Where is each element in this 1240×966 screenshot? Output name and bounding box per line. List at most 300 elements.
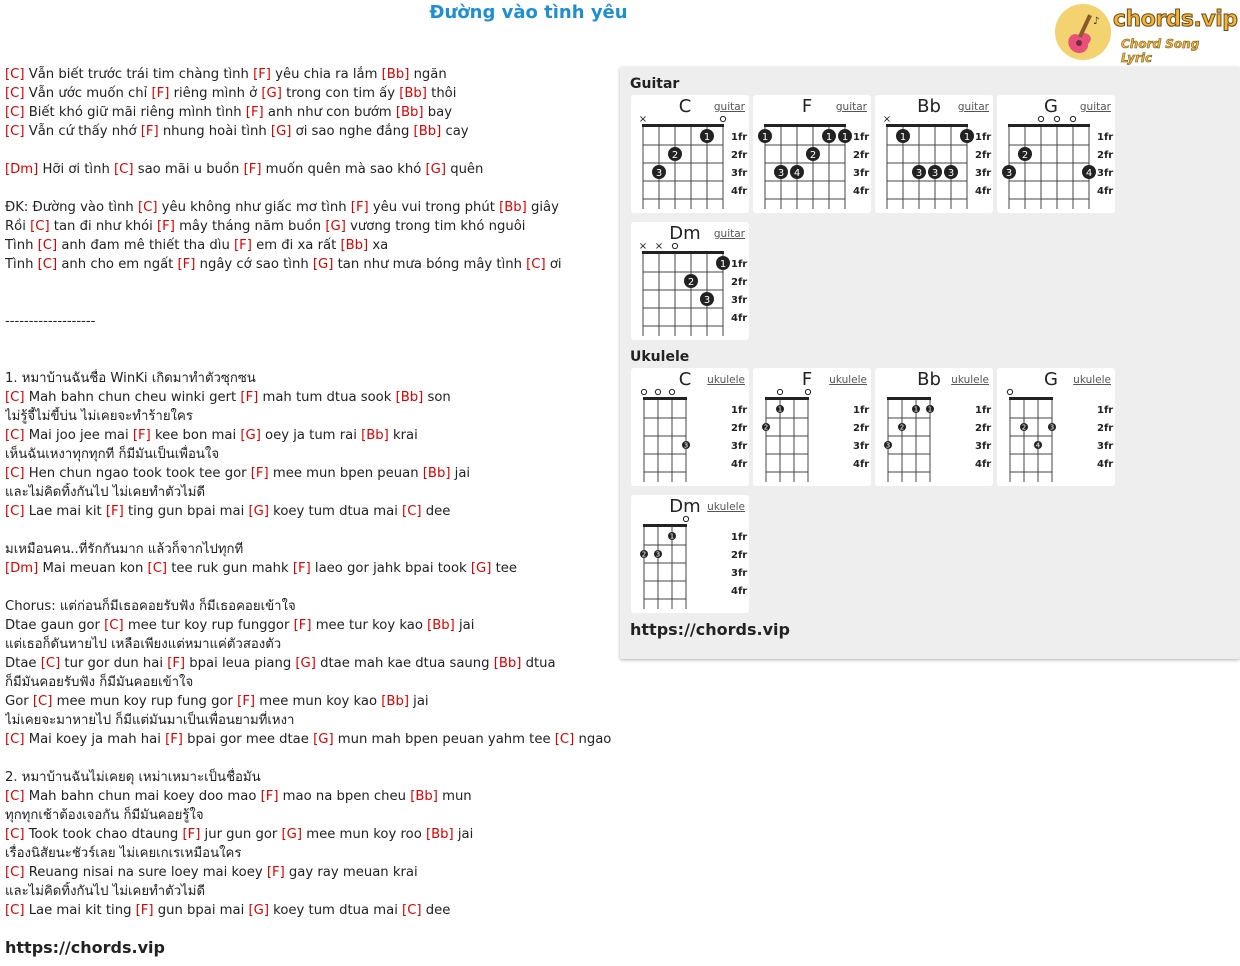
guitar-chord-card[interactable]	[631, 222, 749, 340]
lyric-line	[5, 844, 617, 863]
nut-bar	[1008, 124, 1090, 127]
instrument-link[interactable]: guitar	[957, 101, 989, 113]
lyric-line	[5, 65, 617, 84]
lyrics-body	[5, 65, 617, 920]
finger-number: 3	[683, 441, 689, 450]
lyric-text: mao na bpen cheu	[278, 789, 411, 804]
lyric-text: dee	[421, 903, 451, 918]
finger-number: 3	[931, 168, 939, 179]
chord-tag[interactable]: [C]	[526, 257, 546, 272]
chord-tag[interactable]: [C]	[5, 86, 25, 101]
chord-tag[interactable]: [Bb]	[395, 390, 424, 405]
lyric-text: Rồi	[5, 219, 31, 234]
fret-label: 4fr	[975, 459, 992, 470]
chord-tag[interactable]: [G]	[312, 257, 334, 272]
chord-tag[interactable]: [C]	[5, 732, 25, 747]
fret-label: 2fr	[1097, 150, 1114, 161]
lyric-text: มเหมือนคน..ที่รักกันมาก แล้วก็จากไปทุกที	[5, 542, 244, 557]
chord-tag[interactable]: [G]	[281, 827, 303, 842]
lyric-line	[5, 749, 617, 768]
lyric-text: dee	[421, 504, 451, 519]
chord-tag[interactable]: [F]	[167, 656, 186, 671]
fret-label: 3fr	[853, 168, 870, 179]
footer-url[interactable]: https://chords.vip	[5, 938, 165, 957]
nut-bar	[765, 397, 809, 400]
lyric-text: laeo gor jahk bpai took	[310, 561, 471, 576]
chord-tag[interactable]: [Bb]	[410, 789, 438, 804]
chord-tag[interactable]: [C]	[137, 200, 158, 215]
fret-label: 4fr	[853, 186, 870, 197]
lyric-line	[5, 825, 617, 844]
instrument-link[interactable]: guitar	[713, 228, 745, 240]
lyric-text: Gor	[5, 694, 33, 709]
lyric-text: quên	[446, 162, 484, 177]
chord-tag[interactable]: [Bb]	[413, 124, 442, 139]
lyric-text: gay ray meuan krai	[284, 865, 418, 880]
lyric-text: yêu vui trong phút	[368, 200, 500, 215]
fret-label: 3fr	[853, 441, 870, 452]
lyric-text: Mai koey ja mah hai	[24, 732, 166, 747]
instrument-link[interactable]: ukulele	[707, 501, 745, 513]
fret-label: 2fr	[731, 423, 748, 434]
muted-string-mark: ×	[638, 241, 648, 252]
fret-label: 1fr	[1097, 405, 1114, 416]
fret-label: 3fr	[1097, 168, 1114, 179]
lyric-text: dtae mah kae dtua saung	[315, 656, 494, 671]
lyric-text: Vẫn cứ thấy nhớ	[24, 124, 141, 139]
chord-tag[interactable]: [C]	[402, 504, 422, 519]
instrument-link[interactable]: guitar	[1079, 101, 1111, 113]
chord-tag[interactable]: [G]	[270, 124, 292, 139]
instrument-link[interactable]: ukulele	[951, 374, 989, 386]
chord-tag[interactable]: [C]	[104, 618, 124, 633]
fret-label: 2fr	[1097, 423, 1114, 434]
lyric-text: anh đam mê thiết tha dìu	[57, 238, 235, 253]
lyric-text: mee mun koy roo	[302, 827, 426, 842]
chord-tag[interactable]: [G]	[470, 561, 492, 576]
chord-tag[interactable]: [F]	[177, 257, 196, 272]
lyric-text: ก็มีมันคอยรับฟัง ก็มีมันคอยเข้าใจ	[5, 675, 194, 690]
chord-tag[interactable]: [C]	[5, 789, 25, 804]
chord-tag[interactable]: [C]	[32, 694, 53, 709]
fret-label: 2fr	[853, 150, 870, 161]
fret-label: 2fr	[731, 277, 748, 288]
lyric-text: ting gun bpai mai	[123, 504, 249, 519]
chord-name: Dm	[669, 496, 701, 517]
lyric-line	[5, 445, 617, 464]
nut-bar	[887, 397, 931, 400]
chord-tag[interactable]: [C]	[5, 504, 25, 519]
open-string-mark	[641, 389, 646, 394]
finger-number: 1	[825, 132, 833, 143]
chord-tag[interactable]: [C]	[5, 390, 25, 405]
chord-tag[interactable]: [C]	[114, 162, 134, 177]
muted-string-mark: ×	[654, 241, 664, 252]
lyric-line	[5, 616, 617, 635]
lyric-line	[5, 122, 617, 141]
nut-bar	[642, 124, 724, 127]
lyric-line	[5, 464, 617, 483]
chord-tag[interactable]: [F]	[266, 865, 285, 880]
open-string-mark	[1070, 116, 1075, 121]
lyric-text: mee tur koy kao	[311, 618, 428, 633]
chord-tag[interactable]: [Bb]	[422, 466, 451, 481]
ukulele-chord-card[interactable]	[875, 368, 993, 486]
finger-number: 1	[669, 532, 675, 541]
lyric-line	[5, 787, 617, 806]
instrument-link[interactable]: ukulele	[829, 374, 867, 386]
chord-tag[interactable]: [F]	[165, 732, 183, 747]
chord-tag[interactable]: [F]	[250, 466, 269, 481]
lyric-line	[5, 901, 617, 920]
lyric-text: Lae mai kit ting	[24, 903, 136, 918]
fret-label: 2fr	[975, 423, 992, 434]
lyric-line	[5, 730, 617, 749]
lyric-text: เรื่องนิสัยนะชัวร์เลย ไม่เคยเกเรเหมือนใคร	[5, 846, 242, 861]
lyric-line	[5, 103, 617, 122]
lyric-text: Chorus: แต่ก่อนก็มีเธอคอยรับฟัง ก็มีเธอคอยเข้าใจ	[5, 599, 296, 614]
lyric-text: Tình	[5, 257, 38, 272]
finger-number: 1	[963, 132, 971, 143]
nut-bar	[1009, 397, 1053, 400]
lyric-text: tan đi như khói	[49, 219, 157, 234]
lyric-line	[5, 312, 617, 331]
lyric-text: xa	[368, 238, 389, 253]
lyric-line	[5, 426, 617, 445]
finger-number: 3	[947, 168, 955, 179]
lyric-text: mun	[437, 789, 472, 804]
finger-number: 1	[927, 405, 933, 414]
lyric-text: Vẫn ước muốn chỉ	[24, 86, 152, 101]
chord-tag[interactable]: [Dm]	[5, 561, 39, 576]
chord-tag[interactable]: [Bb]	[381, 67, 410, 82]
chord-tag[interactable]: [C]	[37, 238, 58, 253]
chord-tag[interactable]: [G]	[240, 428, 261, 443]
chord-name: C	[678, 96, 692, 117]
lyric-text: Vẫn biết trước trái tim chàng tình	[24, 67, 254, 82]
lyric-text: ĐK: Đường vào tình	[5, 200, 138, 215]
lyric-line	[5, 654, 617, 673]
ukulele-chord-card[interactable]	[997, 368, 1115, 486]
nut-bar	[643, 524, 687, 527]
lyric-text: thôi	[426, 86, 457, 101]
open-string-mark	[655, 389, 660, 394]
chord-name: G	[1044, 96, 1058, 117]
chord-tag[interactable]: [G]	[313, 732, 334, 747]
chord-tag[interactable]: [F]	[293, 618, 312, 633]
lyric-text: bpai leua piang	[185, 656, 296, 671]
chord-tag[interactable]: [C]	[5, 105, 25, 120]
lyric-line	[5, 217, 617, 236]
instrument-link[interactable]: guitar	[835, 101, 867, 113]
finger-number: 3	[915, 168, 923, 179]
lyric-line	[5, 502, 617, 521]
lyric-line	[5, 483, 617, 502]
fret-label: 3fr	[731, 295, 748, 306]
chord-tag[interactable]: [C]	[402, 903, 422, 918]
lyric-line	[5, 559, 617, 578]
lyric-text: mun mah bpen peuan yahm tee	[333, 732, 555, 747]
fret-label: 1fr	[731, 132, 748, 143]
lyric-line	[5, 806, 617, 825]
song-title: Đường vào tình yêu	[429, 2, 628, 23]
lyric-line	[5, 255, 617, 274]
lyric-text: ơi	[545, 257, 562, 272]
finger-number: 3	[703, 295, 711, 306]
chord-tag[interactable]: [G]	[248, 903, 269, 918]
lyric-text: แต่เธอก็ดันหายไป เหลือเพียงแต่หมาแค่ตัวสองตัว	[5, 637, 282, 652]
lyric-text: ไม่รู้จี้ไม่ขี้บ่น ไม่เคยจะทำร้ายใคร	[5, 409, 193, 424]
lyric-text: koey tum dtua mai	[268, 903, 403, 918]
chord-tag[interactable]: [F]	[151, 86, 170, 101]
chord-tag[interactable]: [F]	[132, 428, 151, 443]
fret-label: 4fr	[1097, 459, 1114, 470]
fret-label: 1fr	[731, 259, 748, 270]
chord-tag[interactable]: [F]	[243, 162, 262, 177]
fret-label: 1fr	[853, 405, 870, 416]
lyric-text: yêu không như giấc mơ tình	[157, 200, 351, 215]
lyric-text: ไม่เคยจะมาหายไป ก็มีแต่มันมาเป็นเพื่อนยามที่เหงา	[5, 713, 295, 728]
chord-tag[interactable]: [C]	[37, 257, 58, 272]
chord-tag[interactable]: [C]	[147, 561, 168, 576]
fret-label: 3fr	[1097, 441, 1114, 452]
lyric-text: Mah bahn chun mai koey doo mao	[24, 789, 261, 804]
lyric-text: muốn quên mà sao khó	[261, 162, 426, 177]
fret-label: 4fr	[731, 459, 748, 470]
chord-tag[interactable]: [F]	[140, 124, 159, 139]
chord-tag[interactable]: [Bb]	[425, 827, 454, 842]
chord-tag[interactable]: [F]	[234, 238, 252, 253]
chord-tag[interactable]: [F]	[245, 105, 264, 120]
chord-tag[interactable]: [Bb]	[399, 86, 427, 101]
logo-text: chords.vip	[1113, 7, 1238, 32]
fret-label: 3fr	[731, 441, 748, 452]
chord-tag[interactable]: [C]	[554, 732, 575, 747]
lyric-line	[5, 141, 617, 160]
lyric-text: Hỡi ơi tình	[38, 162, 114, 177]
chord-tag[interactable]: [F]	[260, 789, 279, 804]
finger-number: 4	[793, 168, 801, 179]
chord-tag[interactable]: [Bb]	[340, 238, 369, 253]
chord-tag[interactable]: [G]	[248, 504, 269, 519]
chord-name: G	[1044, 369, 1058, 390]
lyric-text: Mai meuan kon	[38, 561, 148, 576]
open-string-mark	[805, 389, 810, 394]
lyric-line	[5, 293, 617, 312]
instrument-link[interactable]: ukulele	[707, 374, 745, 386]
lyric-line	[5, 84, 617, 103]
lyric-line	[5, 863, 617, 882]
lyric-text: anh cho em ngất	[57, 257, 178, 272]
logo-subtitle: Chord Song Lyric	[1121, 37, 1200, 65]
lyric-text: tee ruk gun mahk	[167, 561, 293, 576]
guitar-chord-card[interactable]	[997, 95, 1115, 213]
finger-number: 3	[777, 168, 785, 179]
lyric-text: mee mun koy kao	[255, 694, 382, 709]
ukulele-chord-card[interactable]	[753, 368, 871, 486]
lyric-text: Reuang nisai na sure loey mai koey	[24, 865, 267, 880]
fret-label: 2fr	[731, 150, 748, 161]
chord-tag[interactable]: [G]	[325, 219, 346, 234]
fret-label: 1fr	[853, 132, 870, 143]
chord-tag[interactable]: [G]	[261, 86, 282, 101]
chord-tag[interactable]: [Dm]	[5, 162, 39, 177]
lyric-text: Lae mai kit	[24, 504, 106, 519]
fret-label: 4fr	[1097, 186, 1114, 197]
chord-tag[interactable]: [C]	[5, 827, 25, 842]
finger-number: 2	[809, 150, 817, 161]
chord-tag[interactable]: [C]	[5, 466, 25, 481]
lyric-text: son	[423, 390, 451, 405]
fret-label: 2fr	[853, 423, 870, 434]
lyric-text: krai	[388, 428, 418, 443]
lyric-text: mee tur koy rup funggor	[123, 618, 294, 633]
guitar-chord-card[interactable]	[753, 95, 871, 213]
open-string-mark	[669, 389, 674, 394]
open-string-mark	[1038, 116, 1043, 121]
chord-tag[interactable]: [C]	[5, 865, 25, 880]
chord-tag[interactable]: [F]	[240, 390, 259, 405]
chord-tag[interactable]: [Bb]	[427, 618, 455, 633]
site-logo[interactable]	[1053, 3, 1238, 65]
lyric-text: jai	[408, 694, 429, 709]
chord-tag[interactable]: [F]	[253, 67, 271, 82]
lyric-line	[5, 198, 617, 217]
lyric-line	[5, 350, 617, 369]
lyric-text: Mai joo jee mai	[24, 428, 133, 443]
chord-name: F	[801, 96, 813, 117]
chord-tag[interactable]: [C]	[40, 656, 61, 671]
lyric-text: tan như mưa bóng mây tình	[333, 257, 527, 272]
lyric-text: 2. หมาบ้านฉันไม่เคยดุ เหม่าเหมาะเป็นชื่อมัน	[5, 770, 261, 785]
lyric-text: yêu chia ra lắm	[270, 67, 382, 82]
lyric-text: Mah bahn chun cheu winki gert	[24, 390, 241, 405]
chord-tag[interactable]: [Bb]	[499, 200, 527, 215]
lyric-text: mee mun koy rup fung gor	[52, 694, 238, 709]
lyric-text: oey ja tum rai	[260, 428, 362, 443]
fret-label: 2fr	[975, 150, 992, 161]
finger-number: 1	[777, 405, 783, 414]
lyric-text: ngây cớ sao tình	[195, 257, 313, 272]
chord-tag[interactable]: [F]	[350, 200, 369, 215]
lyric-line	[5, 882, 617, 901]
chord-tag[interactable]: [G]	[295, 656, 316, 671]
chord-tag[interactable]: [F]	[292, 561, 311, 576]
chord-tag[interactable]: [F]	[182, 827, 201, 842]
chord-tag[interactable]: [C]	[5, 67, 25, 82]
finger-number: 2	[687, 277, 695, 288]
chord-tag[interactable]: [F]	[237, 694, 256, 709]
lyric-line	[5, 521, 617, 540]
lyric-text: bpai gor mee dtae	[182, 732, 314, 747]
lyric-line	[5, 540, 617, 559]
chord-tag[interactable]: [Bb]	[361, 428, 389, 443]
fret-label: 4fr	[975, 186, 992, 197]
lyric-text: Took took chao dtaung	[24, 827, 183, 842]
fret-label: 4fr	[731, 313, 748, 324]
lyric-text: ngăn	[409, 67, 447, 82]
finger-number: 4	[1085, 168, 1093, 179]
guitar-chord-card[interactable]	[875, 95, 993, 213]
chord-tag[interactable]: [Bb]	[381, 694, 409, 709]
chord-tag[interactable]: [F]	[157, 219, 175, 234]
lyric-text: Dtae	[5, 656, 41, 671]
lyric-text: mee mun bpen peuan	[268, 466, 423, 481]
finger-number: 3	[655, 168, 663, 179]
chord-name: Bb	[917, 369, 941, 390]
chord-name: Bb	[917, 96, 941, 117]
chord-tag[interactable]: [C]	[5, 428, 25, 443]
lyric-line	[5, 388, 617, 407]
chord-tag[interactable]: [F]	[135, 903, 154, 918]
lyric-text: 1. หมาบ้านฉันชื่อ WinKi เกิดมาทำตัวซุกซน	[5, 371, 256, 386]
lyric-line	[5, 673, 617, 692]
lyric-text: -------------------	[5, 314, 96, 329]
lyric-text: Biết khó giữ mãi riêng mình tình	[24, 105, 246, 120]
lyric-text: dtua	[521, 656, 556, 671]
open-string-mark	[720, 116, 725, 121]
finger-number: 3	[655, 550, 661, 559]
lyric-text: tee	[491, 561, 517, 576]
chord-tag[interactable]: [C]	[30, 219, 50, 234]
ukulele-chord-card[interactable]	[631, 368, 749, 486]
lyric-text: nhung hoài tình	[158, 124, 271, 139]
lyric-text: jai	[454, 618, 475, 633]
lyric-line	[5, 369, 617, 388]
open-string-mark	[672, 243, 677, 248]
chord-name: F	[801, 369, 813, 390]
lyric-line	[5, 578, 617, 597]
lyric-text: ơi sao nghe đắng	[291, 124, 414, 139]
ukulele-chord-card[interactable]	[631, 495, 749, 613]
instrument-link[interactable]: guitar	[713, 101, 745, 113]
lyric-text: mah tum dtua sook	[258, 390, 396, 405]
instrument-link[interactable]: ukulele	[1073, 374, 1111, 386]
fret-label: 1fr	[975, 405, 992, 416]
finger-number: 2	[1021, 423, 1027, 432]
chord-tag[interactable]: [C]	[5, 903, 25, 918]
fret-label: 4fr	[731, 586, 748, 597]
svg-text:♪: ♪	[1093, 16, 1100, 27]
lyric-text: anh như con bướm	[263, 105, 396, 120]
lyric-line	[5, 597, 617, 616]
finger-number: 3	[1049, 423, 1055, 432]
fret-label: 4fr	[853, 459, 870, 470]
lyric-text: gun bpai mai	[153, 903, 249, 918]
lyric-text: sao mãi u buồn	[133, 162, 244, 177]
chord-tag[interactable]: [C]	[5, 124, 25, 139]
finger-number: 1	[913, 405, 919, 414]
finger-number: 2	[1021, 150, 1029, 161]
guitar-chord-card[interactable]	[631, 95, 749, 213]
lyric-line	[5, 160, 617, 179]
lyric-line	[5, 692, 617, 711]
chord-tag[interactable]: [G]	[425, 162, 446, 177]
chord-tag[interactable]: [Bb]	[493, 656, 522, 671]
lyric-text: vương trong tim khó nguôi	[345, 219, 526, 234]
guitar-section-label: Guitar	[630, 76, 680, 92]
finger-number: 4	[1035, 441, 1041, 450]
chord-tag[interactable]: [Bb]	[395, 105, 424, 120]
fret-label: 4fr	[731, 186, 748, 197]
lyric-text: kee bon mai	[150, 428, 241, 443]
muted-string-mark: ×	[882, 114, 892, 125]
panel-url[interactable]: https://chords.vip	[630, 620, 790, 639]
open-string-mark	[1007, 389, 1012, 394]
lyric-line	[5, 236, 617, 255]
chord-tag[interactable]: [F]	[105, 504, 124, 519]
chord-name: Dm	[669, 223, 701, 244]
